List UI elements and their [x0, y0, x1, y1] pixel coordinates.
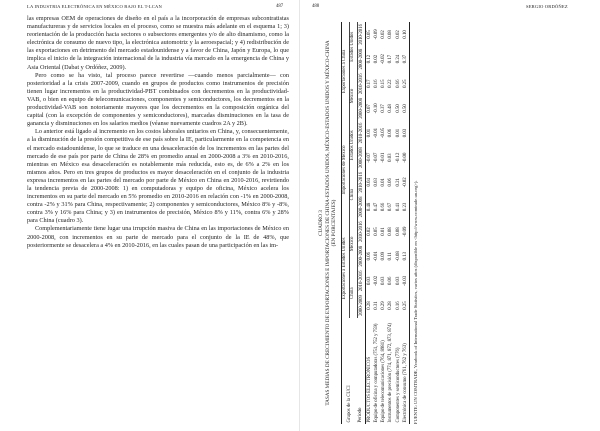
table-cell: 0.23: [402, 195, 410, 220]
row-label: Instrumentos de precisión (774, 871, 872, 873, 874): [388, 322, 394, 423]
table-cell: -0.00: [402, 145, 410, 170]
table-cell: 0.02: [374, 54, 380, 64]
table-cell: 0.08: [395, 227, 401, 236]
table-row: [388, 22, 395, 424]
table-row: [395, 22, 402, 424]
paragraph-2: Pero como se ha visto, tal proceso parece revertirse —cuando menos parcialmente— con posterioridad a la crisis 2007-2009, cuando en grupos de productos como instrumentos de precisión tienen lugar incrementos en la productividad-PBT combinados con decrementos en la productividad-VAB, o bien en equipo de telecomunicaciones, componentes y semiconductores, los decrementos en la productividad-VAB son notoriamente mayores que los decrementos en la composición orgánica del capital (con la excepción de componentes y semiconductores), marcadas disminuciones en la tasa de ganancia y disminuciones en los salarios medios (véanse nuevamente cuadros 2A y 2B).: [27, 71, 289, 128]
row-label: Equipo de oficina y computadoras (751, 752 y 759): [374, 323, 380, 423]
table-cell: 0.03: [366, 276, 372, 286]
right-page: [300, 0, 600, 431]
table-cell: -0.01: [374, 251, 380, 262]
table-cell: 0.24: [395, 54, 401, 64]
country-header: Estados Unidos: [349, 121, 357, 170]
table-cell: 0.03: [395, 276, 401, 286]
table-cell: 0.37: [381, 104, 387, 113]
period-label: Periodo: [357, 318, 365, 424]
table-cell: 0.06: [388, 178, 394, 187]
table-cell: 0.07: [366, 104, 372, 113]
table-cell: 0.50: [395, 104, 401, 113]
row-label: PRODUCTOS ELECTRÓNICOS: [366, 356, 372, 423]
table-cell: 0.15: [381, 79, 387, 88]
table-cell: 0.09: [381, 252, 387, 261]
table-cell: 0.48: [388, 104, 394, 113]
table-cell: -0.02: [374, 275, 380, 286]
table-row: [366, 22, 374, 424]
table-cell: 0.01: [381, 227, 387, 236]
table-cell: 0.28: [366, 301, 372, 310]
paragraph-1: las empresas OEM de operaciones de diseño en el país a la incorporación de empresas subcontratistas manufactureras y de servicios locales en el proceso, como se muestra más adelante en el esquema 1; 3) reorientación de la producción hacia sectores o subsectores emergentes y/o de alto dinamismo, como la electrónica de consumo de nuevo tipo, la electrónica automotriz y la aeroespacial; y 4) redistribución de las exportaciones en detrimento del mercado estadounidense y a favor de China, Japón y Europa, lo que implica el inicio de la integración internacional de la industria vía mercado en la emergencia de China y Asia Oriental (Dabat y Ordóñez, 2009).: [27, 15, 289, 71]
table-cell: 0.12: [366, 54, 372, 64]
page-number-right: 488: [312, 4, 320, 9]
table-cell: 0.21: [395, 178, 401, 187]
period-header: 2010-2016: [358, 171, 364, 193]
col-group-exports-china: Exportaciones a China: [341, 22, 349, 121]
table-cell: 0.17: [366, 79, 372, 88]
table-source-note: FUENTE: UN COMTRADE, Yearbook of International Trade Statistics, varios años (disponible en <http://www.comtrade.un.org>).: [413, 180, 419, 424]
table-cell: 0.06: [388, 276, 394, 286]
table-cell: 0.02: [395, 30, 401, 39]
table-cell: 0.10: [402, 22, 410, 47]
table-cell: 0.16: [374, 79, 380, 88]
table-cell: 0.17: [388, 54, 394, 64]
table-cell: -0.07: [374, 152, 380, 163]
table-cell: -0.07: [366, 152, 372, 163]
table-cell: -0.03: [402, 269, 410, 294]
growth-rates-table: [341, 22, 411, 424]
group-header: Grupos de la CUCI: [341, 318, 357, 424]
table-cell: 0.08: [388, 30, 394, 39]
table-cell: 0.37: [402, 47, 410, 72]
table-cell: 0.67: [388, 202, 394, 212]
table-cell: 0.50: [402, 96, 410, 121]
table-cell: 0.31: [374, 301, 380, 310]
table-cell: 0.03: [402, 121, 410, 146]
table-cell: 0.06: [388, 128, 394, 138]
running-head-left: LA INDUSTRIA ELECTRÓNICA EN MÉXICO BAJO EL T-LCAN: [27, 4, 162, 9]
table-cell: 0.03: [374, 178, 380, 187]
running-head-right: SERGIO ORDÓÑEZ: [526, 4, 568, 9]
table-cell: -0.09: [374, 29, 380, 40]
table-cell: 0.16: [395, 301, 401, 310]
table-cell: -0.05: [381, 128, 387, 138]
table-cell: 0.28: [388, 301, 394, 310]
page-number-left: 487: [276, 4, 284, 9]
table-cell: 0.05: [374, 227, 380, 236]
table-cell: 0.06: [366, 252, 372, 261]
table-cell: 0.25: [402, 293, 410, 318]
table-cell: 0.48: [366, 202, 372, 212]
table-cell: 0.22: [388, 79, 394, 88]
period-header: 2000-2008: [358, 196, 364, 218]
rotated-table-block: [318, 22, 593, 424]
table-cell: -0.01: [381, 152, 387, 163]
body-text: [27, 15, 289, 250]
period-header: 2000-2009: [358, 295, 364, 316]
table-cell: 0.13: [402, 244, 410, 269]
table-caption-title: TASAS MEDIAS DE CRECIMIENTO DE EXPORTACIONES E IMPORTACIONES DE CHINA-ESTADOS UNIDOS, MÉXICO-ESTADOS UNIDOS Y MÉXICO-CHINA: [324, 40, 331, 406]
table-caption-number: CUADRO 3: [318, 210, 324, 236]
paragraph-3: Lo anterior está ligado al incremento en los costos laborales unitarios en China, y, consecuentemente, a la disminución de la presión competitiva de ese país sobre la IE, particularmente en la competencia en el mercado estadounidense, lo que se traduce en una desaceleración de los incrementos en las partes del mercado de ese país por parte de China de 28% en promedio anual en 2000-2008 a 3% en 2010-2016, mientras en México esa desaceleración es notablemente más reducida, esto es, de 6% a 2% en los mismos años. Pero en tres grupos de productos es mayor desaceleración en el conjunto de la industria expresa incrementos en las partes del mercado por parte de México en China en 2010-2016, revirtiendo la tendencia previa de 2000-2008: 1) en computadoras y equipo de oficina, México acelera los incrementos en su parte del mercado en 5% promedio en 2010-2016 en relación con -1% en 2000-2008, contra -2% y 31% para China, respectivamente; 2) componentes y semiconductores, México 8% y -8%, contra 3% y 16% para China; y 3) en instrumentos de precisión, México 8% y 11%, contra 6% y 28% para China (cuadro 3).: [27, 128, 289, 225]
table-cell: 0.02: [366, 227, 372, 236]
table-cell: 0.02: [381, 30, 387, 39]
country-header: China: [349, 170, 357, 219]
table-cell: 0.01: [381, 178, 387, 187]
period-header: 2000-2008: [358, 48, 364, 70]
table-row: [373, 22, 380, 424]
table-cell: 0.29: [381, 301, 387, 310]
table-cell: 0.03: [381, 276, 387, 286]
table-cell: 0.01: [366, 128, 372, 138]
col-group-exports-us: Exportaciones a Estados Unidos: [341, 219, 349, 318]
table-cell: 0.47: [374, 202, 380, 212]
table-cell: -0.02: [381, 54, 387, 65]
country-header: China: [349, 269, 357, 318]
table-cell: 0.08: [388, 227, 394, 236]
table-row: [402, 22, 410, 424]
table-cell: -0.09: [402, 219, 410, 244]
period-header: 2010-2016: [358, 73, 364, 95]
country-header: Estados Unidos: [349, 22, 357, 71]
period-header: 2000-2008: [358, 97, 364, 119]
country-header: México: [349, 219, 357, 268]
period-header: 2010-2016: [358, 122, 364, 144]
table-cell: 0.01: [395, 128, 401, 138]
period-header: 2000-2008: [358, 245, 364, 267]
table-cell: -0.02: [402, 170, 410, 195]
period-header: 2000-2008: [358, 147, 364, 169]
table-cell: 0.66: [395, 79, 401, 88]
table-cell: -0.01: [374, 128, 380, 138]
period-header: 2010-2016: [358, 270, 364, 292]
table-row: [380, 22, 387, 424]
table-caption-units: (EN PORCENTAJES): [331, 199, 337, 247]
table-cell: 0.41: [395, 202, 401, 212]
period-header: 2010-2016: [358, 23, 364, 45]
table-cell: 0.11: [388, 252, 394, 261]
table-cell: 0.66: [381, 202, 387, 212]
table-cell: 0.03: [388, 153, 394, 162]
paragraph-4: Complementariamente tiene lugar una irrupción masiva de China en las importaciones de México en 2000-2008, con incrementos en su parte de mercado para el conjunto de la IE de 48%, que posteriormente se desacelera a 4% en 2010-2016, en las cuales pasan de una participación en las im-: [27, 225, 289, 249]
period-header: 2010-2016: [358, 221, 364, 242]
table-cell: 0.05: [366, 30, 372, 39]
table-cell: 0.04: [366, 178, 372, 187]
col-group-imports-mexico: Importaciones de México: [341, 121, 349, 220]
table-cell: 0.25: [402, 71, 410, 96]
row-label: Equipo de telecomunicaciones (764, 8981): [381, 340, 387, 423]
table-cell: -0.12: [395, 152, 401, 163]
table-cell: -0.08: [395, 251, 401, 262]
table-cell: -0.10: [374, 103, 380, 114]
row-label: Componentes y semiconductores (776): [395, 347, 401, 423]
row-label: Electrónica de consumo (761, 762 y 763): [402, 318, 410, 424]
country-header: México: [349, 71, 357, 120]
